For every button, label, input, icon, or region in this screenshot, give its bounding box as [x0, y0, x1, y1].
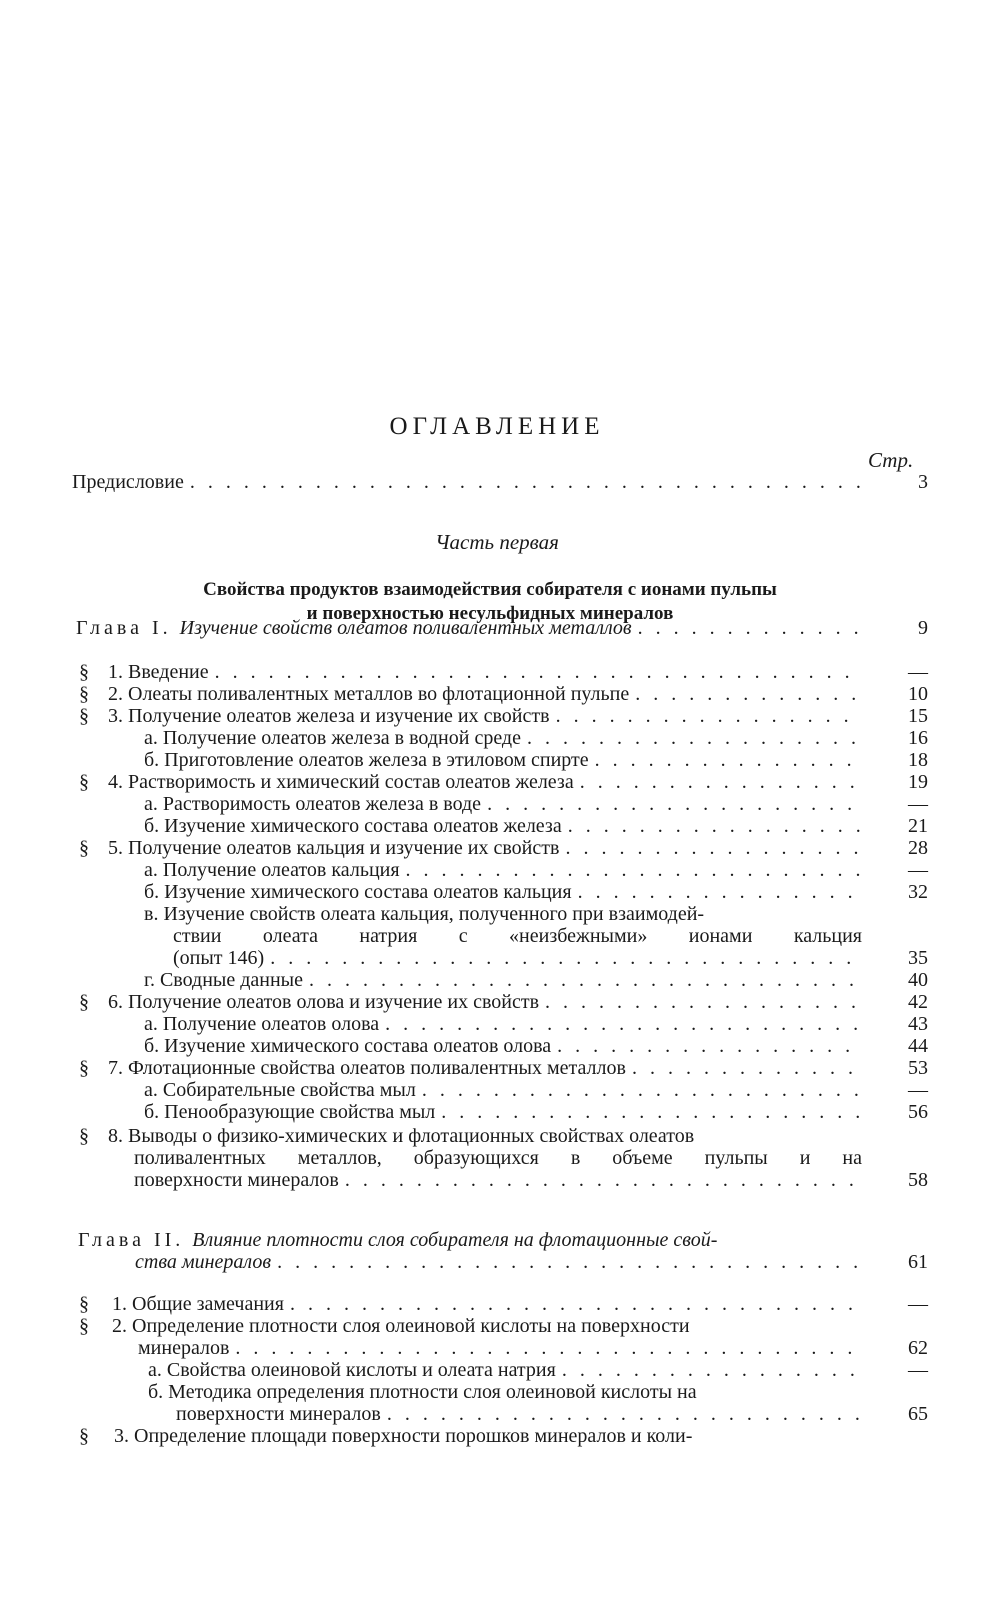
chapter-title: Влияние плотности слоя собирателя на флотационные свой- [192, 1229, 718, 1251]
toc-subentry[interactable] [144, 1078, 862, 1102]
toc-page-number: 44 [908, 1035, 928, 1057]
leader-dots [309, 968, 862, 992]
toc-entry-text: а. Растворимость олеатов железа в воде [144, 793, 482, 815]
toc-entry-text: 3. Определение площади поверхности порошков минералов и коли- [114, 1425, 693, 1447]
toc-entry[interactable] [108, 704, 862, 728]
toc-page-number: 16 [908, 727, 928, 749]
toc-entry-text: 7. Флотационные свойства олеатов поливалентных металлов [108, 1057, 626, 1079]
leader-dots [235, 1336, 862, 1360]
toc-subentry[interactable] [144, 748, 862, 772]
toc-entry-text: ствии олеата натрия с «неизбежными» ионами кальция [173, 925, 862, 947]
toc-page-number: 56 [908, 1101, 928, 1123]
toc-entry[interactable] [108, 682, 862, 706]
leader-dots [635, 682, 862, 706]
leader-dots [580, 770, 862, 794]
toc-page-number: 21 [908, 815, 928, 837]
toc-entry[interactable] [108, 990, 862, 1014]
section-sign: § [79, 1425, 89, 1447]
chapter-heading-2[interactable] [78, 1228, 862, 1252]
part-subtitle-line: и поверхностью несульфидных минералов [306, 603, 674, 624]
toc-subentry[interactable] [144, 880, 862, 904]
section-sign: § [79, 661, 89, 683]
leader-dots [441, 1100, 862, 1124]
toc-entry-text: 2. Олеаты поливалентных металлов во флотационной пульпе [108, 683, 630, 705]
toc-entry-text: 1. Введение [108, 661, 209, 683]
toc-subentry[interactable] [144, 858, 862, 882]
page-column-label: Стр. [868, 448, 914, 472]
toc-page-number: 32 [908, 881, 928, 903]
leader-dots [270, 946, 862, 970]
leader-dots [638, 616, 862, 640]
section-sign: § [79, 705, 89, 727]
toc-entry-multiline[interactable] [112, 1314, 862, 1338]
leader-dots [345, 1168, 862, 1192]
toc-entry-text: Предисловие [72, 471, 184, 493]
leader-dots [387, 1402, 862, 1426]
toc-subentry-multiline[interactable] [144, 902, 862, 926]
toc-subentry-continuation[interactable] [173, 946, 862, 970]
chapter-heading-1[interactable] [76, 616, 862, 640]
toc-entry-text: поверхности минералов [176, 1403, 381, 1425]
leader-dots [562, 1358, 862, 1382]
toc-entry[interactable] [108, 836, 862, 860]
toc-entry-text: б. Приготовление олеатов железа в этиловом спирте [144, 749, 589, 771]
toc-subentry[interactable] [144, 1034, 862, 1058]
leader-dots [632, 1056, 862, 1080]
toc-entry[interactable] [114, 1424, 862, 1448]
toc-entry[interactable] [108, 1056, 862, 1080]
toc-page-number: 62 [908, 1337, 928, 1359]
part-subtitle-line: Свойства продуктов взаимодействия собирателя с ионами пульпы [203, 579, 777, 600]
toc-entry-text: 3. Получение олеатов железа и изучение их свойств [108, 705, 550, 727]
toc-page-number: 35 [908, 947, 928, 969]
toc-entry-continuation [134, 1146, 862, 1170]
toc-page-number: — [908, 661, 928, 683]
section-sign: § [79, 991, 89, 1013]
toc-page-number: — [908, 859, 928, 881]
toc-entry-text: поливалентных металлов, образующихся в объеме пульпы и на [134, 1147, 862, 1169]
toc-entry[interactable] [112, 1292, 862, 1316]
toc-entry-text: а. Получение олеатов кальция [144, 859, 400, 881]
toc-entry-text: в. Изучение свойств олеата кальция, полученного при взаимодей- [144, 903, 705, 925]
toc-entry[interactable] [108, 660, 862, 684]
toc-entry-text: 1. Общие замечания [112, 1293, 284, 1315]
toc-subentry[interactable] [144, 968, 862, 992]
toc-page-number: 10 [908, 683, 928, 705]
toc-page-number: — [908, 1079, 928, 1101]
chapter-title: Изучение свойств олеатов поливалентных металлов [179, 617, 632, 639]
toc-page-number: — [908, 1293, 928, 1315]
toc-page-number: 42 [908, 991, 928, 1013]
toc-entry-text: 6. Получение олеатов олова и изучение их свойств [108, 991, 540, 1013]
leader-dots [578, 880, 862, 904]
toc-entry[interactable] [108, 770, 862, 794]
section-sign: § [79, 1315, 89, 1337]
toc-subentry[interactable] [148, 1358, 862, 1382]
toc-subentry-multiline[interactable] [148, 1380, 862, 1404]
toc-entry-continuation[interactable] [134, 1168, 862, 1192]
toc-subentry[interactable] [144, 726, 862, 750]
toc-subentry-continuation[interactable] [176, 1402, 862, 1426]
toc-entry-text: 4. Растворимость и химический состав олеатов железа [108, 771, 574, 793]
toc-entry-text: а. Получение олеатов железа в водной среде [144, 727, 521, 749]
toc-page-number: 65 [908, 1403, 928, 1425]
toc-entry-text: г. Сводные данные [144, 969, 303, 991]
part-heading: Часть первая [435, 530, 559, 554]
toc-entry-text: а. Получение олеатов олова [144, 1013, 380, 1035]
leader-dots [595, 748, 862, 772]
toc-subentry[interactable] [144, 792, 862, 816]
page-title: ОГЛАВЛЕНИЕ [389, 413, 605, 440]
toc-page-number: 53 [908, 1057, 928, 1079]
section-sign: § [79, 683, 89, 705]
toc-page-number: 58 [908, 1169, 928, 1191]
leader-dots [487, 792, 862, 816]
section-sign: § [79, 1293, 89, 1315]
toc-entry-text: б. Пенообразующие свойства мыл [144, 1101, 436, 1123]
toc-subentry[interactable] [144, 814, 862, 838]
section-sign: § [79, 771, 89, 793]
leader-dots [215, 660, 862, 684]
leader-dots [527, 726, 862, 750]
toc-entry-text: минералов [138, 1337, 230, 1359]
toc-page-number: 28 [908, 837, 928, 859]
toc-entry-text: поверхности минералов [134, 1169, 339, 1191]
toc-entry-text: (опыт 146) [173, 947, 265, 969]
toc-subentry[interactable] [144, 1100, 862, 1124]
leader-dots [568, 814, 862, 838]
toc-subentry-continuation [173, 924, 862, 948]
toc-entry-text: 5. Получение олеатов кальция и изучение их свойств [108, 837, 560, 859]
toc-page-number: 18 [908, 749, 928, 771]
toc-entry-multiline[interactable] [108, 1124, 862, 1148]
toc-page-number: — [908, 1359, 928, 1381]
toc-page-number: 43 [908, 1013, 928, 1035]
leader-dots [406, 858, 862, 882]
section-sign: § [79, 1057, 89, 1079]
toc-entry-text: б. Изучение химического состава олеатов железа [144, 815, 562, 837]
chapter-prefix: Глава I. [76, 617, 172, 639]
toc-entry-text: а. Собирательные свойства мыл [144, 1079, 416, 1101]
toc-entry-text: а. Свойства олеиновой кислоты и олеата натрия [148, 1359, 556, 1381]
toc-page-number: 9 [918, 617, 928, 639]
chapter-prefix: Глава II. [78, 1229, 185, 1251]
toc-page-number: 19 [908, 771, 928, 793]
toc-page-number: 3 [918, 471, 928, 493]
leader-dots [557, 1034, 862, 1058]
toc-page-number: — [908, 793, 928, 815]
chapter-title: ства минералов [135, 1251, 272, 1273]
leader-dots [277, 1250, 862, 1274]
toc-entry-text: б. Изучение химического состава олеатов кальция [144, 881, 572, 903]
toc-page-number: 15 [908, 705, 928, 727]
chapter-heading-2-continuation[interactable] [135, 1250, 862, 1274]
section-sign: § [79, 837, 89, 859]
toc-entry-text: б. Изучение химического состава олеатов олова [144, 1035, 552, 1057]
toc-entry-preface[interactable] [72, 470, 862, 494]
toc-entry-text: б. Методика определения плотности слоя олеиновой кислоты на [148, 1381, 697, 1403]
toc-entry-text: 2. Определение плотности слоя олеиновой кислоты на поверхности [112, 1315, 690, 1337]
leader-dots [190, 470, 862, 494]
leader-dots [290, 1292, 862, 1316]
leader-dots [565, 836, 862, 860]
toc-page-number: 61 [908, 1251, 928, 1273]
leader-dots [556, 704, 862, 728]
toc-entry-text: 8. Выводы о физико-химических и флотационных свойствах олеатов [108, 1125, 695, 1147]
leader-dots [422, 1078, 862, 1102]
leader-dots [545, 990, 862, 1014]
toc-subentry[interactable] [144, 1012, 862, 1036]
toc-entry-continuation[interactable] [138, 1336, 862, 1360]
toc-page-number: 40 [908, 969, 928, 991]
leader-dots [385, 1012, 862, 1036]
section-sign: § [79, 1125, 89, 1147]
